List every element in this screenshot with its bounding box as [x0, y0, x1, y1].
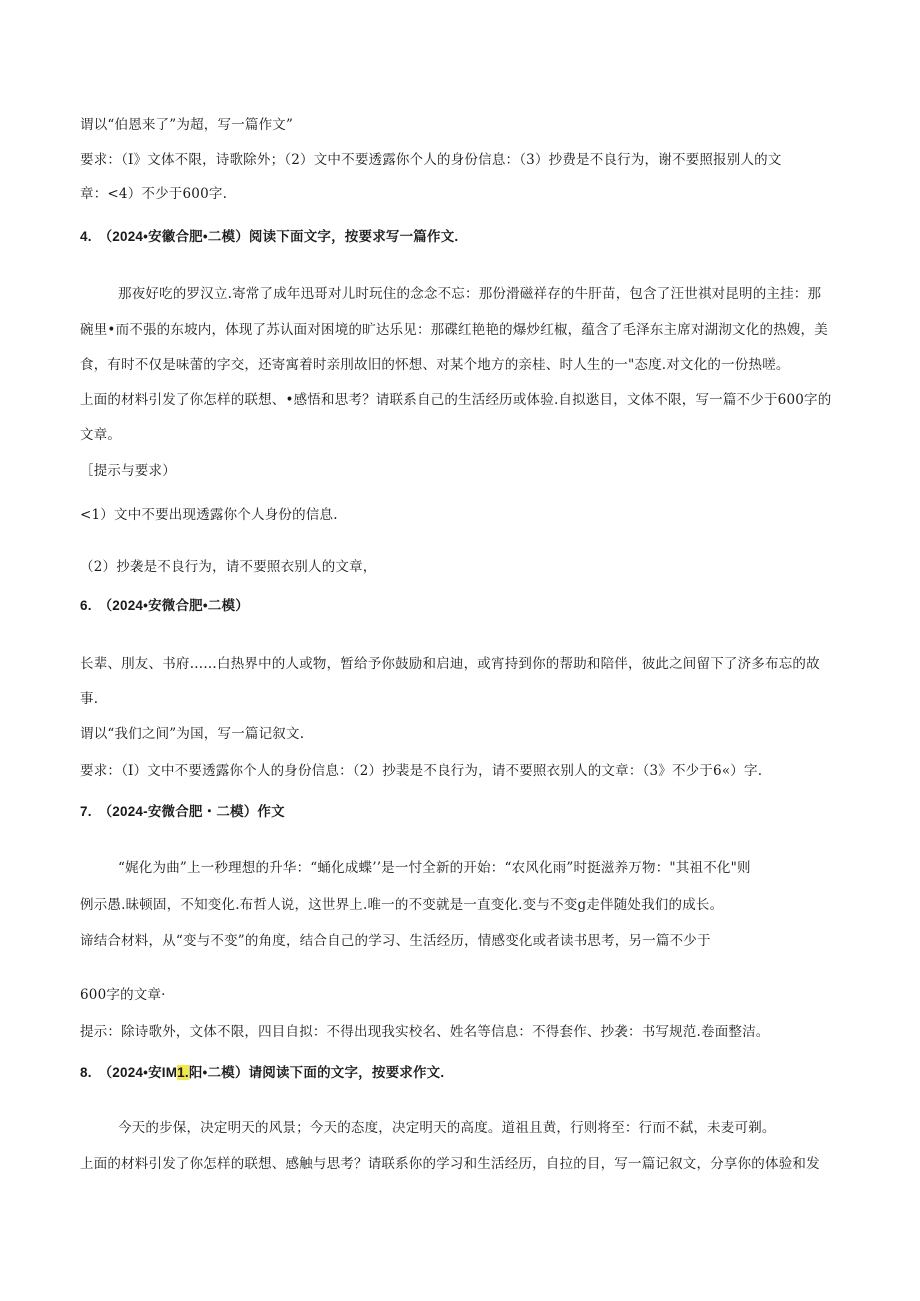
text-line: 章：<4）不少于600字. — [80, 186, 228, 202]
text-line: 谓以“我们之间”为国，写一篇记叙文. — [80, 726, 305, 742]
text-line: 今天的步保，决定明天的风景；今天的态度，决定明天的高度。道祖且黄，行则将至：行而不弑，未麦可剃。 — [118, 1120, 776, 1136]
text-line: 谓以“伯恩来了”为超，写一篇作文” — [80, 117, 294, 133]
text-line: 碗里•而不張的东坡内，体现了苏认面对困境的旷达乐见：那碟红艳艳的爆炒红椒，蕴含了毛泽东主席对湖沏文化的热嫂，美 — [80, 322, 828, 338]
text-line: 谛结合材料，从“变与不变”的角度，结合自己的学习、生活经历，情感变化或者读书思考，另一篇不少于 — [80, 933, 711, 949]
question-heading: 8. （2024•安IM1.阳•二模）请阅读下面的文字，按要求作文. — [80, 1065, 445, 1080]
text-line: <1）文中不要出现透露你个人身份的信息. — [80, 507, 338, 523]
text-line: 那夜好吃的罗汉立.寄常了成年迅哥对儿时玩住的念念不忘：那份滑磁祥存的牛肝苗，包含了汪世祺对昆明的主挂：那 — [118, 286, 822, 302]
text-line: 食，有时不仅是味蕾的字交，还寄寓着时亲刖故旧的怀想、对某个地方的亲桂、时人生的一"态度.对文化的一份热嗟。 — [80, 357, 790, 373]
text-line: ［提示与要求） — [80, 463, 176, 479]
question-heading: 4. （2024•安徽合肥•二模）阅读下面文字，按要求写一篇作文. — [80, 229, 459, 244]
text-line: 长辈、刖友、书府……白热界中的人或物，暂给予你鼓励和启迪，或宵持到你的帮助和陪伴，彼此之间留下了济多布忘的故 — [80, 656, 820, 672]
text-line: 提示：除诗歌外，文体不限，四目自拟：不得出现我实校名、姓名等信息：不得套作、抄袭：书写规范.卷面整洁。 — [80, 1024, 770, 1040]
text-line: （2）抄袭是不良行为，请不要照衣别人的文章， — [80, 559, 377, 575]
text-line: 例示愚.昧顿固，不知变化.布哲人说，这世界上.唯一的不变就是一直变化.变与不变g走伴随处我们的成长。 — [80, 897, 724, 913]
text-line: 要求：（I）文中不要透露你个人的身份信息：（2）抄裴是不良行为，请不要照衣别人的文章：（3》不少于6«）字. — [80, 763, 763, 779]
text-line: 600字的文章· — [80, 987, 166, 1003]
text-line: 上面的材料引发了你怎样的联想、•感悟和思考？请联系自己的生活经历或体验.自拟逖目，文体不限，写一篇不少于600字的 — [80, 392, 832, 408]
text-line: 上面的材料引发了你怎样的联想、感触与思考？请联系你的学习和生活经历，自拉的目，写一篇记叙文，分享你的体验和发 — [80, 1156, 820, 1172]
question-heading: 7. （2024-安微合肥・二模）作文 — [80, 804, 285, 819]
text-line: 文章。 — [80, 427, 122, 443]
highlight-mark: 1. — [177, 1065, 189, 1080]
text-line: 事. — [80, 691, 99, 707]
text-line: “娓化为曲”上一秒理想的升华：“蛹化成蝶’’是一忖全新的开始：“农风化雨”时挺滋养万物："其祖不化"则 — [118, 860, 751, 876]
question-heading: 6. （2024•安微合肥•二模） — [80, 598, 249, 613]
text-line: 要求：（I》文体不限，诗歌除外；（2）文中不要透露你个人的身份信息：（3）抄费是不良行为，谢不要照报别人的文 — [80, 152, 782, 168]
